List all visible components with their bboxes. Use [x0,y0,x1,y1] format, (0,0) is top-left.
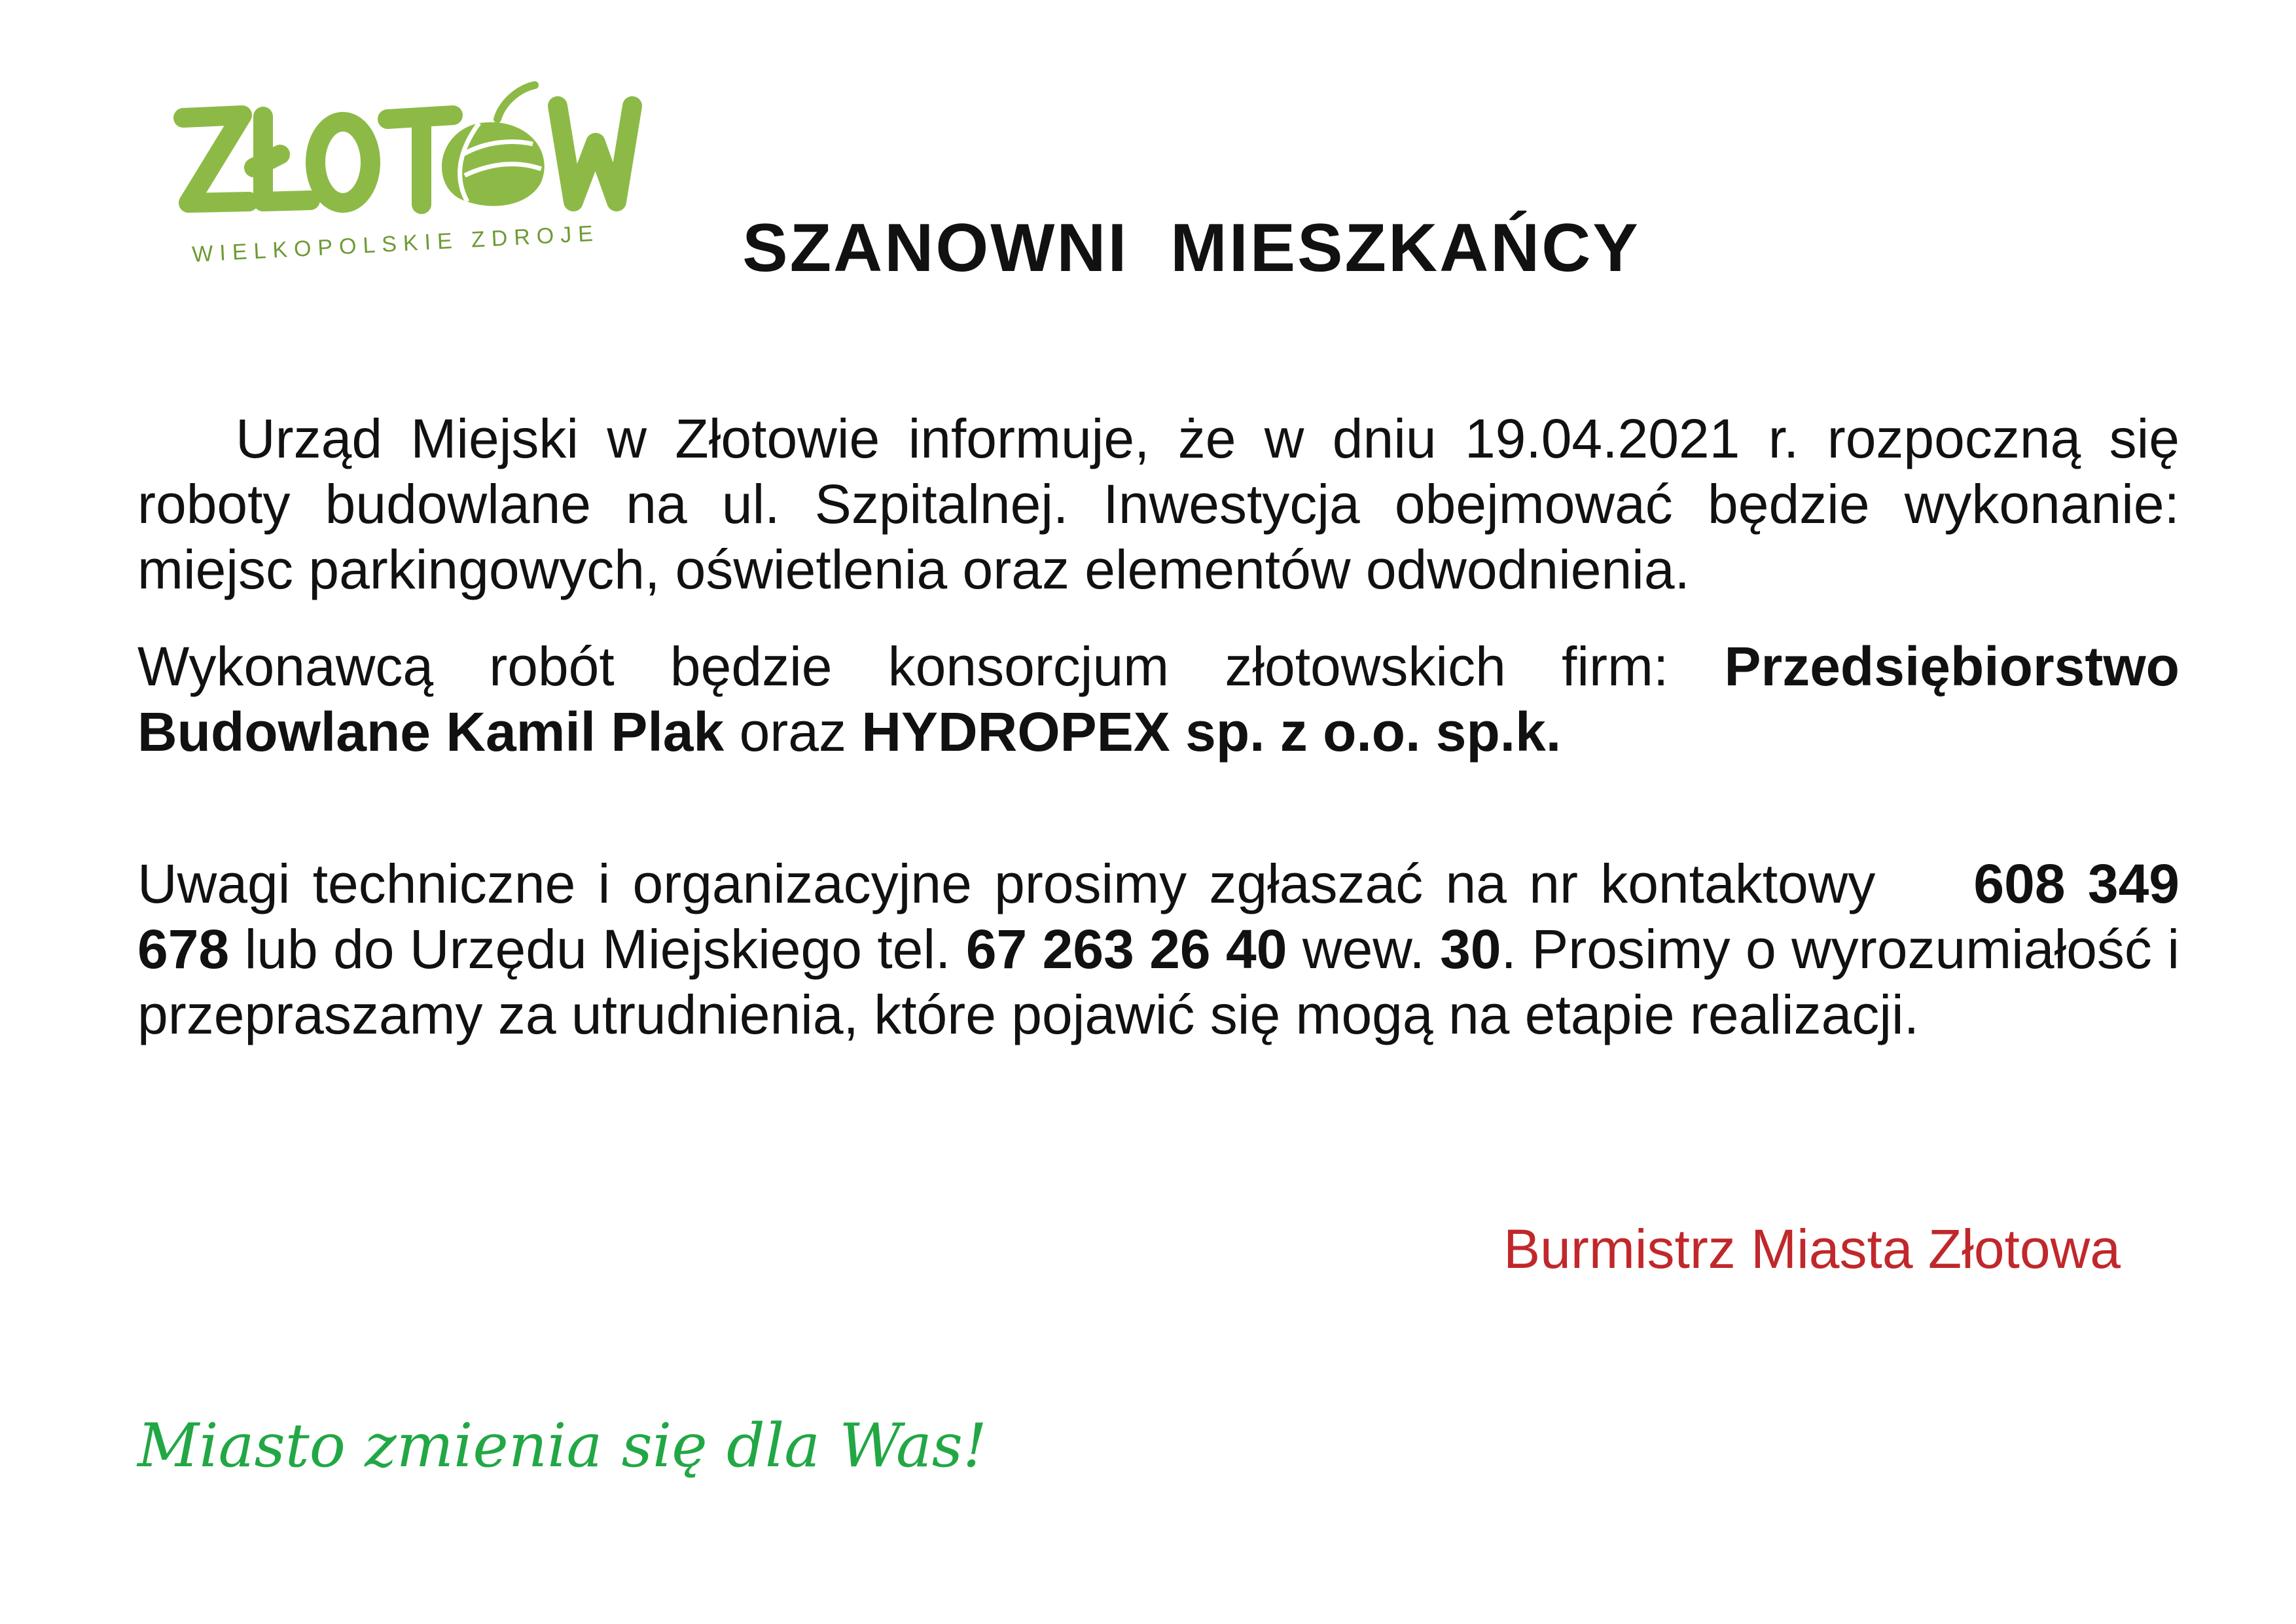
announcement-paragraph: Urząd Miejski w Złotowie informuje, że w dniu 19.04.2021 r. rozpoczną się roboty budowlane na ul. Szpitalnej. Inwestycja obejmować będzie wykonanie: miejsc parkingowych, oświetlenia oraz elementów odwodnienia. [137,408,2179,600]
contractor-paragraph [137,634,2179,765]
extension-label: wew. [1287,918,1441,980]
zlotow-logo-graphic [171,77,643,274]
contractor-joiner: oraz [724,701,862,763]
contractor-intro: Wykonawcą robót będzie konsorcjum złotowskich firm: [137,636,1725,697]
extension-number: 30 [1440,918,1501,980]
zlotow-logo [171,77,643,274]
contact-paragraph [137,851,2179,1047]
company-name-hydropex: HYDROPEX sp. z o.o. sp.k. [861,701,1562,763]
contact-mid: lub do Urzędu Miejskiego tel. [229,918,966,980]
mobile-phone-number: 608 349 678 [137,853,2180,980]
company-name-plak: Przedsiębiorstwo Budowlane Kamil Plak [137,636,2179,763]
office-phone-number: 67 263 26 40 [965,918,1287,980]
notice-body [137,406,2179,1047]
green-leaf-icon [442,85,545,206]
city-motto: Miasto zmienia się dla Was! [137,1411,987,1481]
page-heading: SZANOWNI MIESZKAŃCY [742,210,1640,286]
contact-closing: . Prosimy o wyrozumiałość i przepraszamy za utrudnienia, które pojawić się mogą na etapie realizacji. [137,918,2180,1045]
mayor-signature: Burmistrz Miasta Złotowa [1503,1218,2121,1280]
contact-intro: Uwagi techniczne i organizacyjne prosimy zgłaszać na nr kontaktowy [137,853,1876,914]
logo-tagline: WIELKOPOLSKIE ZDROJE [191,221,600,267]
